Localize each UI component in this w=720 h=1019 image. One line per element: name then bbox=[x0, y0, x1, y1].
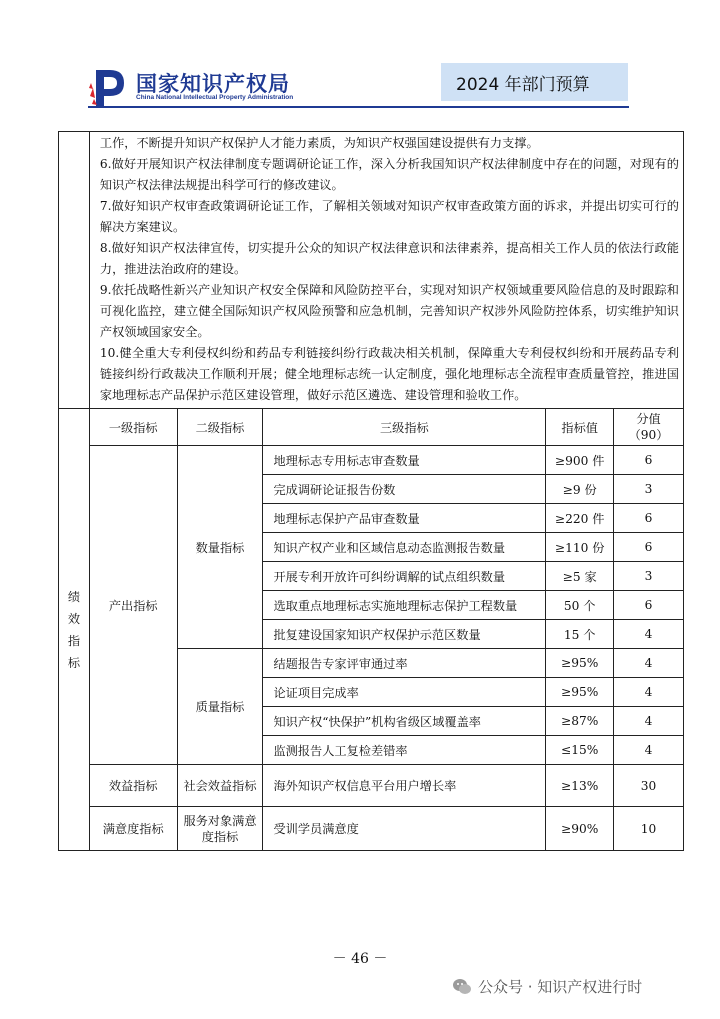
header-divider bbox=[88, 106, 629, 108]
indicator-value: 15 个 bbox=[546, 620, 614, 649]
group-satisfaction: 满意度指标 bbox=[89, 807, 177, 851]
indicator-score: 4 bbox=[614, 678, 684, 707]
indicator-score: 3 bbox=[614, 562, 684, 591]
indicator-name: 开展专利开放许可纠纷调解的试点组织数量 bbox=[263, 562, 546, 591]
indicator-name: 监测报告人工复检差错率 bbox=[263, 736, 546, 765]
indicator-score: 10 bbox=[614, 807, 684, 851]
org-name-en: China National Intellectual Property Administration bbox=[136, 94, 294, 101]
side-label: 绩效指标 bbox=[59, 409, 90, 851]
indicator-score: 6 bbox=[614, 533, 684, 562]
blank-side-cell bbox=[59, 132, 90, 409]
indicator-score: 6 bbox=[614, 504, 684, 533]
indicator-value: 50 个 bbox=[546, 591, 614, 620]
indicator-name: 结题报告专家评审通过率 bbox=[263, 649, 546, 678]
group-output: 产出指标 bbox=[89, 446, 177, 765]
indicator-score: 6 bbox=[614, 591, 684, 620]
paragraph: 7.做好知识产权审查政策调研论证工作，了解相关领域对知识产权审查政策方面的诉求，并提出切实可行的解决方案建议。 bbox=[99, 199, 679, 234]
indicator-name: 选取重点地理标志实施地理标志保护工程数量 bbox=[263, 591, 546, 620]
indicator-value: ≥95% bbox=[546, 649, 614, 678]
indicator-name: 批复建设国家知识产权保护示范区数量 bbox=[263, 620, 546, 649]
org-name-cn: 国家知识产权局 bbox=[136, 72, 290, 96]
table-row bbox=[59, 446, 684, 475]
indicator-name: 地理标志保护产品审查数量 bbox=[263, 504, 546, 533]
performance-table bbox=[58, 131, 684, 851]
header-l2: 二级指标 bbox=[177, 409, 263, 446]
budget-title: 2024 年部门预算 bbox=[456, 75, 590, 95]
indicator-score: 4 bbox=[614, 620, 684, 649]
cnipa-logo-icon bbox=[88, 66, 130, 108]
indicator-value: ≥95% bbox=[546, 678, 614, 707]
paragraph: 10.健全重大专利侵权纠纷和药品专利链接纠纷行政裁决相关机制，保障重大专利侵权纠纷和开展药品专利链接纠纷行政裁决工作顺利开展；健全地理标志统一认定制度，强化地理标志全流程审查质量管控，推进国家地理标志产品保护示范区建设管理，做好示范区遴选、建设管理和验收工作。 bbox=[99, 346, 679, 402]
indicator-value: ≤15% bbox=[546, 736, 614, 765]
indicator-name: 知识产权产业和区域信息动态监测报告数量 bbox=[263, 533, 546, 562]
table-row bbox=[59, 807, 684, 851]
indicator-value: ≥110 份 bbox=[546, 533, 614, 562]
indicator-score: 6 bbox=[614, 446, 684, 475]
indicator-name: 受训学员满意度 bbox=[263, 807, 546, 851]
group-social: 社会效益指标 bbox=[177, 765, 263, 807]
paragraph: 8.做好知识产权法律宣传，切实提升公众的知识产权法律意识和法律素养，提高相关工作人员的依法行政能力，推进法治政府的建设。 bbox=[99, 241, 679, 276]
header-value: 指标值 bbox=[546, 409, 614, 446]
indicator-value: ≥5 家 bbox=[546, 562, 614, 591]
group-service: 服务对象满意度指标 bbox=[177, 807, 263, 851]
watermark bbox=[452, 976, 642, 997]
indicator-value: ≥220 件 bbox=[546, 504, 614, 533]
watermark-text: 公众号 · 知识产权进行时 bbox=[478, 978, 643, 996]
table-row bbox=[59, 765, 684, 807]
indicator-value: ≥13% bbox=[546, 765, 614, 807]
paragraph: 6.做好开展知识产权法律制度专题调研论证工作，深入分析我国知识产权法律制度中存在的问题，对现有的知识产权法律法规提出科学可行的修改建议。 bbox=[99, 157, 679, 192]
indicator-score: 4 bbox=[614, 707, 684, 736]
page-header bbox=[0, 0, 720, 110]
text-row bbox=[59, 132, 684, 409]
indicator-value: ≥900 件 bbox=[546, 446, 614, 475]
indicator-score: 4 bbox=[614, 736, 684, 765]
task-description bbox=[89, 132, 683, 409]
indicator-name: 海外知识产权信息平台用户增长率 bbox=[263, 765, 546, 807]
indicator-name: 论证项目完成率 bbox=[263, 678, 546, 707]
indicator-name: 知识产权“快保护”机构省级区域覆盖率 bbox=[263, 707, 546, 736]
indicator-score: 4 bbox=[614, 649, 684, 678]
indicator-name: 完成调研论证报告份数 bbox=[263, 475, 546, 504]
page-number: － 46 － bbox=[332, 951, 388, 967]
indicator-value: ≥9 份 bbox=[546, 475, 614, 504]
header-score: 分值（90） bbox=[614, 409, 684, 446]
header-l1: 一级指标 bbox=[89, 409, 177, 446]
header-l3: 三级指标 bbox=[263, 409, 546, 446]
group-quality: 质量指标 bbox=[177, 649, 263, 765]
wechat-icon bbox=[452, 977, 472, 997]
header-row bbox=[59, 409, 684, 446]
paragraph: 工作，不断提升知识产权保护人才能力素质，为知识产权强国建设提供有力支撑。 bbox=[99, 136, 539, 150]
indicator-score: 3 bbox=[614, 475, 684, 504]
paragraph: 9.依托战略性新兴产业知识产权安全保障和风险防控平台，实现对知识产权领域重要风险信息的及时跟踪和可视化监控，建立健全国际知识产权风险预警和应急机制，完善知识产权涉外风险防控体系，切实维护知识产权领域国家安全。 bbox=[99, 283, 679, 339]
indicator-score: 30 bbox=[614, 765, 684, 807]
indicator-name: 地理标志专用标志审查数量 bbox=[263, 446, 546, 475]
indicator-value: ≥87% bbox=[546, 707, 614, 736]
group-benefit: 效益指标 bbox=[89, 765, 177, 807]
group-quantity: 数量指标 bbox=[177, 446, 263, 649]
indicator-value: ≥90% bbox=[546, 807, 614, 851]
